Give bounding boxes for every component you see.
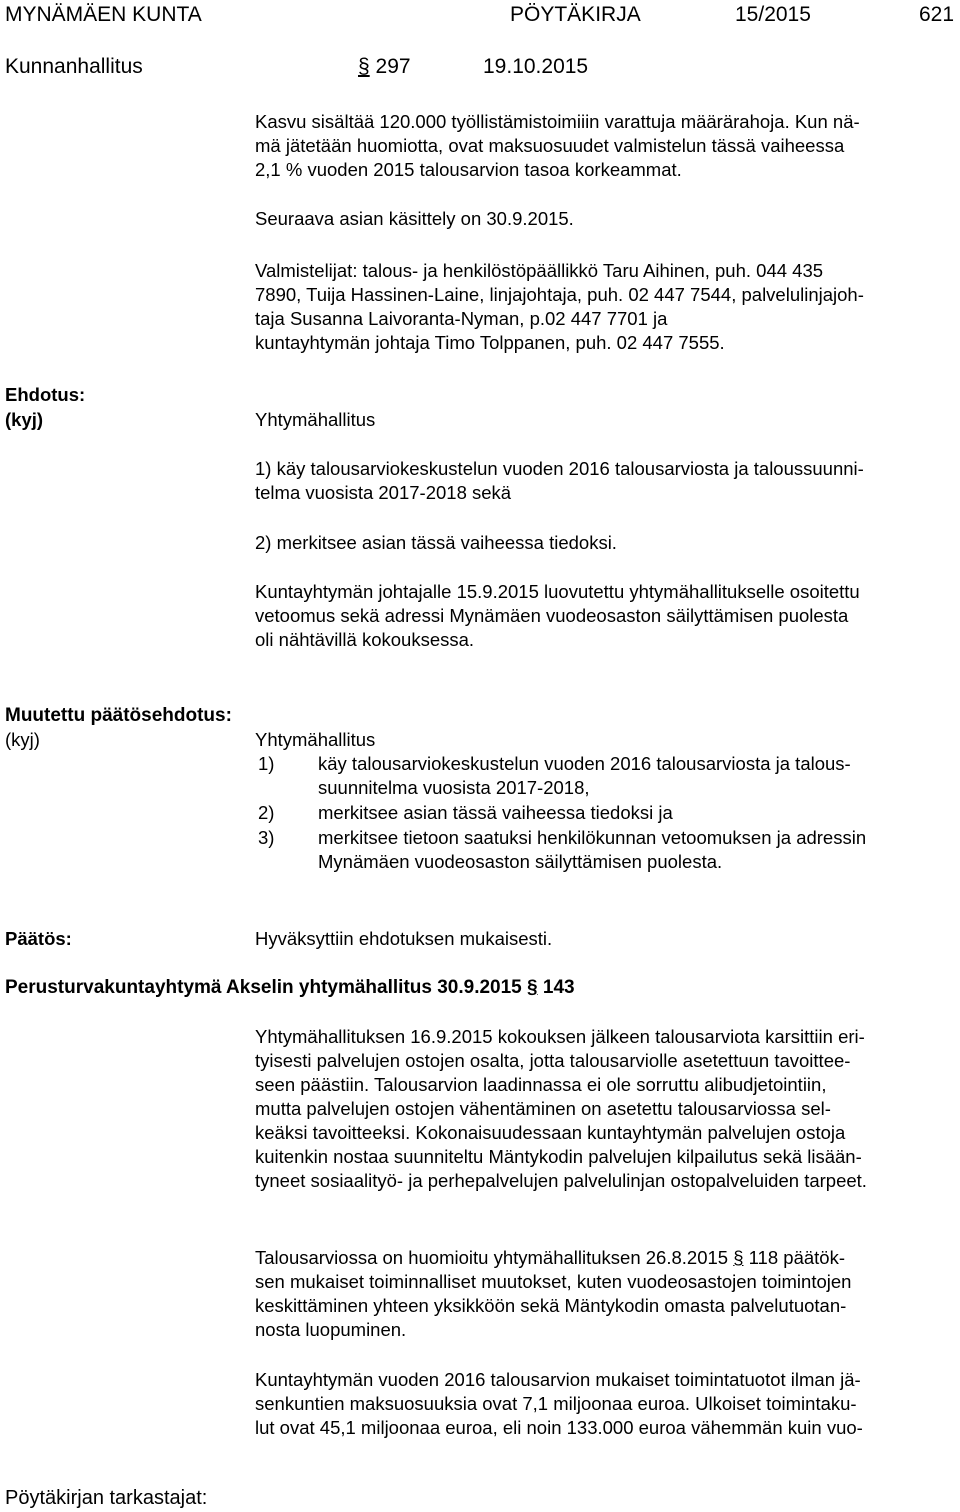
modified-item-number: 2) xyxy=(258,802,275,823)
preparers-line: kuntayhtymän johtaja Timo Tolppanen, puh. 02 447 7555. xyxy=(255,332,725,353)
akseli-line: mutta palvelujen ostojen vähentäminen on asetettu talousarviossa sel- xyxy=(255,1098,831,1119)
decision-text: Hyväksyttiin ehdotuksen mukaisesti. xyxy=(255,928,553,949)
akseli-line: keskittäminen yhteen yksikköön sekä Mäntykodin omasta palvelutuotan- xyxy=(255,1295,847,1316)
modified-item-line: suunnitelma vuosista 2017-2018, xyxy=(318,777,590,798)
proposal-note-line: vetoomus sekä adressi Mynämäen vuodeosaston säilyttämisen puolesta xyxy=(255,605,849,626)
akseli-heading xyxy=(5,976,575,1000)
next-handling: Seuraava asian käsittely on 30.9.2015. xyxy=(255,208,574,229)
akseli-line: Yhtymähallituksen 16.9.2015 kokouksen jälkeen talousarviota karsittiin eri- xyxy=(255,1026,865,1047)
akseli-line-part: Talousarviossa on huomioitu yhtymähallituksen 26.8.2015 xyxy=(255,1247,729,1268)
proposal-item-line: 1) käy talousarviokeskustelun vuoden 2016 talousarviosta ja taloussuunni- xyxy=(255,458,864,479)
proposal-item-line: telma vuosista 2017-2018 sekä xyxy=(255,482,512,503)
section-number xyxy=(358,54,411,80)
akseli-line: tyisesti palvelujen ostojen osalta, jotta talousarviolle asetettuun tavoittee- xyxy=(255,1050,851,1071)
intro-line: mä jätetään huomiotta, ovat maksuosuudet valmistelun tässä vaiheessa xyxy=(255,135,845,156)
modified-item-1 xyxy=(318,752,851,800)
intro-line: Kasvu sisältää 120.000 työllistämistoimiiin varattuja määrärahoja. Kun nä- xyxy=(255,111,860,132)
akseli-line xyxy=(255,1246,955,1270)
modified-item-2: merkitsee asian tässä vaiheessa tiedoksi ja xyxy=(318,802,673,823)
document-number: 15/2015 xyxy=(735,3,811,26)
akseli-heading-text: Perusturvakuntayhtymä Akselin yhtymähallitus 30.9.2015 xyxy=(5,977,522,998)
akseli-line: senkuntien maksuosuuksia ovat 7,1 miljoonaa euroa. Ulkoiset toimintaku- xyxy=(255,1393,857,1414)
section-sign: § xyxy=(527,977,538,998)
modified-item-line: Mynämäen vuodeosaston säilyttämisen puolesta. xyxy=(318,851,723,872)
akseli-section-number: 143 xyxy=(542,977,575,998)
proposal-body: Yhtymähallitus xyxy=(255,409,376,430)
page-number: 621 xyxy=(919,3,955,26)
akseli-paragraph-2 xyxy=(255,1246,955,1342)
modified-item-line: käy talousarviokeskustelun vuoden 2016 talousarviosta ja talous- xyxy=(318,753,851,774)
proposal-label: Ehdotus: xyxy=(5,384,86,405)
akseli-line: tyneet sosiaalityö- ja perhepalvelujen palvelulinjan ostopalveluiden tarpeet. xyxy=(255,1170,867,1191)
akseli-line: Kuntayhtymän vuoden 2016 talousarvion mukaiset toimintatuotot ilman jä- xyxy=(255,1369,861,1390)
intro-paragraph xyxy=(255,110,955,182)
preparers-line: Valmistelijat: talous- ja henkilöstöpäällikkö Taru Aihinen, puh. 044 435 xyxy=(255,260,824,281)
body-name: Kunnanhallitus xyxy=(5,55,143,78)
akseli-paragraph-1 xyxy=(255,1025,955,1193)
preparers-line: 7890, Tuija Hassinen-Laine, linjajohtaja, puh. 02 447 7544, palvelulinjajoh- xyxy=(255,284,864,305)
proposal-item-1 xyxy=(255,457,955,505)
minutes-checkers-label: Pöytäkirjan tarkastajat: xyxy=(5,1487,208,1509)
modified-sublabel: (kyj) xyxy=(5,729,40,750)
modified-item-number: 3) xyxy=(258,827,275,848)
section-sign: § xyxy=(358,55,370,78)
proposal-note-line: oli nähtävillä kokouksessa. xyxy=(255,629,475,650)
section-number-value: 297 xyxy=(375,55,411,78)
section-sign: § xyxy=(733,1247,744,1268)
municipality-name: MYNÄMÄEN KUNTA xyxy=(5,3,202,26)
modified-item-3 xyxy=(318,826,866,874)
preparers-line: taja Susanna Laivoranta-Nyman, p.02 447 7701 ja xyxy=(255,308,668,329)
proposal-sublabel: (kyj) xyxy=(5,409,44,430)
akseli-line: lut ovat 45,1 miljoonaa euroa, eli noin 133.000 euroa vähemmän kuin vuo- xyxy=(255,1417,863,1438)
preparers-paragraph xyxy=(255,259,955,355)
decision-label: Päätös: xyxy=(5,928,72,949)
proposal-item-2: 2) merkitsee asian tässä vaiheessa tiedoksi. xyxy=(255,532,617,553)
modified-item-line: merkitsee tietoon saatuksi henkilökunnan vetoomuksen ja adressin xyxy=(318,827,867,848)
akseli-paragraph-3 xyxy=(255,1368,955,1440)
akseli-line-part: 118 päätök- xyxy=(748,1247,845,1268)
akseli-line: nosta luopuminen. xyxy=(255,1319,407,1340)
modified-proposal-label: Muutettu päätösehdotus: xyxy=(5,705,232,726)
akseli-line: sen mukaiset toiminnalliset muutokset, kuten vuodeosastojen toimintojen xyxy=(255,1271,852,1292)
intro-line: 2,1 % vuoden 2015 talousarvion tasoa korkeammat. xyxy=(255,159,682,180)
modified-item-number: 1) xyxy=(258,753,275,774)
akseli-line: kuitenkin nostaa suunniteltu Mäntykodin palvelujen kilpailutus sekä lisään- xyxy=(255,1146,862,1167)
proposal-note-line: Kuntayhtymän johtajalle 15.9.2015 luovutettu yhtymähallitukselle osoitettu xyxy=(255,581,860,602)
akseli-line: seen päästiin. Talousarvion laadinnassa ei ole sorruttu alibudjetointiin, xyxy=(255,1074,827,1095)
modified-body: Yhtymähallitus xyxy=(255,729,376,750)
proposal-note xyxy=(255,580,955,652)
document-type: PÖYTÄKIRJA xyxy=(510,3,641,26)
akseli-line: keäksi tavoitteeksi. Kokonaisuudessaan kuntayhtymän palvelujen ostoja xyxy=(255,1122,846,1143)
meeting-date: 19.10.2015 xyxy=(483,55,589,78)
